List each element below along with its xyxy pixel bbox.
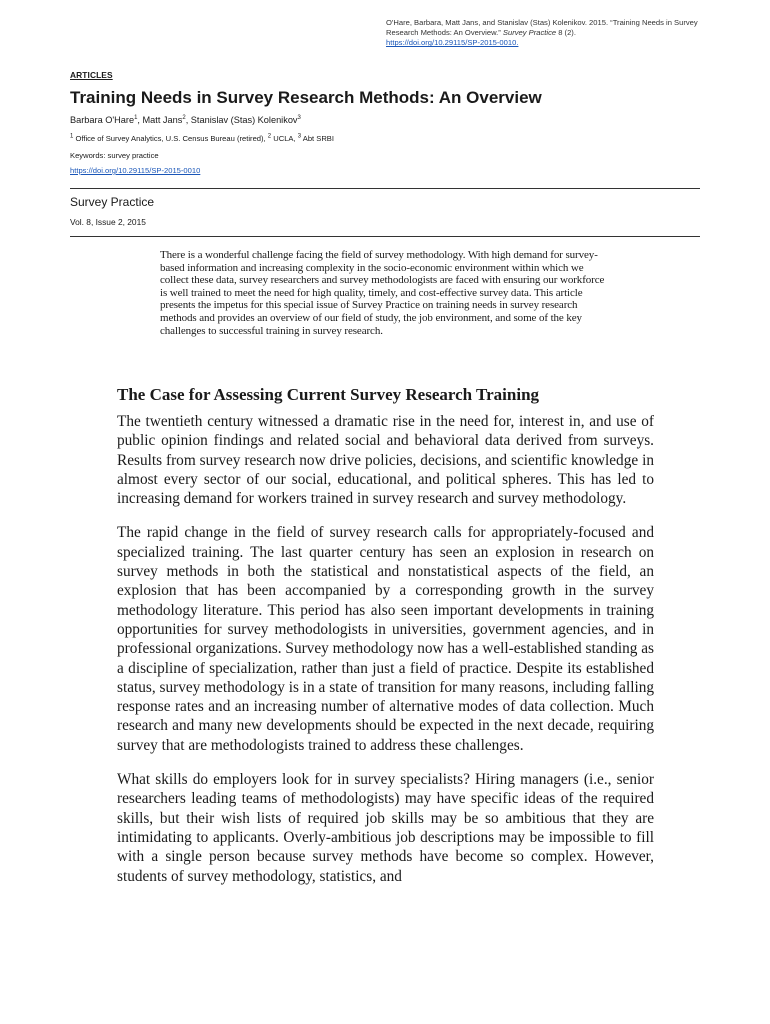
affiliations	[70, 134, 334, 143]
article-body	[117, 383, 654, 901]
author-affiliation-marker: 1	[134, 114, 138, 121]
author-list	[70, 115, 301, 125]
author-name[interactable]: Barbara O'Hare	[70, 115, 135, 125]
author-name[interactable]: Matt Jans	[142, 115, 183, 125]
affiliation-text: Abt SRBI	[301, 134, 334, 143]
keywords: Keywords: survey practice	[70, 151, 159, 160]
affiliation-text: UCLA,	[271, 134, 298, 143]
affiliation-marker: 2	[267, 133, 272, 140]
article-title: Training Needs in Survey Research Methods: An Overview	[70, 88, 542, 107]
affiliation-text: Office of Survey Analytics, U.S. Census Bureau (retired),	[73, 134, 268, 143]
doi-link[interactable]: https://doi.org/10.29115/SP-2015-0010	[70, 166, 201, 175]
citation-block	[386, 18, 716, 49]
body-paragraph: The rapid change in the field of survey research calls for appropriately-focused and specialized training. The last quarter century has seen an explosion in research on survey methods in both the statistical and nonstatistical aspects of the field, an explosion that has been accompanied by a corresponding growth in the survey methodology literature. This period has also seen important developments in training opportunities for survey methodologists in universities, government agencies, and in professional organizations. Survey methodology now has a well-established standing as a discipline of specialization, rather than just a field of practice. Despite its established status, survey methodology is in a state of transition for many reasons, including falling response rates and an increasing number of alternative modes of data collection. Much research and many new developments should be expected in the next decade, requiring survey that are methodologists trained to address these challenges.	[117, 524, 654, 754]
citation-issue: 8 (2).	[556, 28, 576, 38]
citation-doi-link[interactable]: https://doi.org/10.29115/SP-2015-0010.	[386, 38, 519, 48]
body-paragraph: The twentieth century witnessed a dramatic rise in the need for, interest in, and use of public opinion findings and related social and behavioral data derived from surveys. Results from survey research now drive policies, decisions, and scientific knowledge in almost every sector of our social, educational, and political spheres. This has led to increasing demand for workers trained in survey research and survey methodology.	[117, 413, 654, 508]
author-affiliation-marker: 2	[182, 114, 186, 121]
journal-volume: Vol. 8, Issue 2, 2015	[70, 217, 146, 227]
divider	[70, 188, 700, 189]
author-affiliation-marker: 3	[297, 114, 301, 121]
affiliation-marker: 1	[70, 133, 74, 140]
divider	[70, 236, 700, 237]
section-label[interactable]: ARTICLES	[70, 70, 113, 80]
citation-journal: Survey Practice	[502, 28, 557, 38]
journal-name: Survey Practice	[70, 195, 155, 209]
body-paragraph: What skills do employers look for in survey specialists? Hiring managers (i.e., senior researchers leading teams of methodologists) may have specific ideas of the required skills, but their wish lists of required job skills may be so ambitious that they are intimidating to applicants. Overly-ambitious job descriptions may be impossible to fill with a single person because survey methods have become so complex. However, students of survey methodology, statistics, and	[117, 771, 654, 885]
citation-text: O'Hare, Barbara, Matt Jans, and Stanislav (Stas) Kolenikov. 2015. “Training Needs in Survey Research Methods: An Overview.”	[386, 18, 698, 38]
author-separator: ,	[185, 115, 191, 125]
author-name[interactable]: Stanislav (Stas) Kolenikov	[190, 115, 298, 125]
section-heading: The Case for Assessing Current Survey Research Training	[117, 385, 540, 404]
author-separator: ,	[137, 115, 143, 125]
affiliation-marker: 3	[297, 133, 302, 140]
abstract: There is a wonderful challenge facing the field of survey methodology. With high demand for survey-based information and increasing complexity in the socio-economic environment within which we collect these data, survey researchers and survey methodologists are faced with ensuring our workforce is well trained to meet the need for high quality, timely, and cost-effective survey data. This article presents the impetus for this special issue of Survey Practice on training needs in survey research methods and provides an overview of our field of study, the job environment, and some of the key challenges to successful training in survey research.	[160, 249, 605, 337]
